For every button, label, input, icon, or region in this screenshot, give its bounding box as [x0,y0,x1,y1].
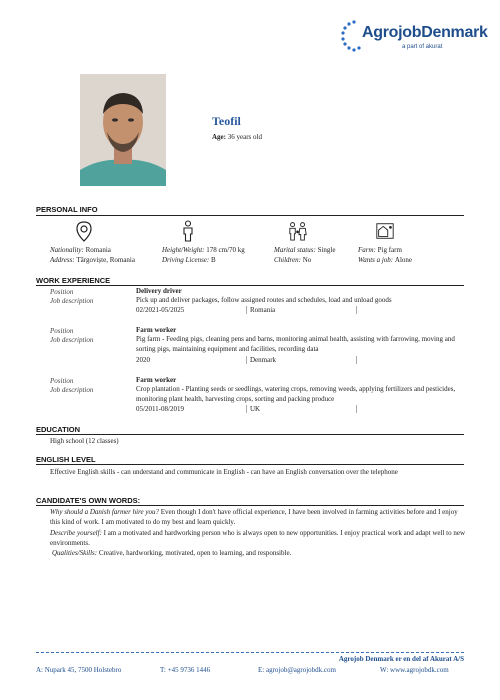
job-period-country: 02/2021-05/2025 Romania [136,306,357,314]
footer-company: Agrojob Denmark er en del af Akurat A/S [338,655,464,663]
own-words-title: CANDIDATE'S OWN WORDS: [36,496,141,505]
job-period-country: 05/2011-08/2019 UK [136,405,357,413]
divider [36,434,464,435]
position-label: Position [50,377,74,385]
job-description: Pig farm - Feeding pigs, cleaning pens and barns, monitoring animal health, assisting with farrowing, moving and sorting pigs, maintaining equipment and facilities, recording data [136,335,455,353]
footer-divider [36,652,464,653]
job-period-country: 2020 Denmark [136,356,357,364]
divider [36,215,464,216]
divider [36,505,464,506]
farm-wants: Farm: Pig farm Wants a job: Alone [358,246,412,264]
education-text: High school (12 classes) [50,437,119,445]
footer-address: A: Nupark 45, 7500 Holstebro [36,666,122,674]
nationality-address: Nationality: Romania Address: Târgoviște, Romania [50,246,135,264]
location-pin-icon [74,220,94,242]
divider [36,464,464,465]
company-logo [340,18,488,60]
english-level-title: ENGLISH LEVEL [36,455,96,464]
job-description-label: Job description [50,297,94,305]
own-words-qualities: Qualities/Skills: Creative, hardworking, motivated, open to learning, and responsible. [52,549,292,557]
job-description: Pick up and deliver packages, follow assigned routes and schedules, load and unload goods [136,296,392,304]
own-words-hire: Why should a Danish farmer hire you? Even though I don't have official experience, I have been involved in farming activities before and I enjoy this kind of work. I am motivated to do my best and learn quickly. [50,508,458,526]
education-title: EDUCATION [36,425,81,434]
personal-info-title: PERSONAL INFO [36,205,98,214]
height-license: Height/Weight: 178 cm/70 kg Driving License: B [162,246,245,264]
farm-icon [375,220,395,242]
divider [36,285,464,286]
marital-children: Marital status: Single Children: No [274,246,336,264]
person-height-icon [178,220,198,242]
job-description-label: Job description [50,386,94,394]
candidate-age: Age: 36 years old [212,133,262,141]
job-description-label: Job description [50,336,94,344]
candidate-photo [80,74,166,186]
job-position: Farm worker [136,326,177,334]
own-words-describe: Describe yourself: I am a motivated and hardworking person who is always open to new opportunities. I enjoy practical work and adapt well to new environments. [50,529,466,547]
footer-phone: T: +45 9736 1446 [160,666,211,674]
candidate-name: Teofil [212,114,241,128]
logo-tagline: a part of akurat [402,44,443,50]
job-position: Delivery driver [136,287,182,295]
family-icon [288,220,308,242]
logo-brand: AgrojobDenmark [362,24,488,41]
work-experience-title: WORK EXPERIENCE [36,276,111,285]
english-text: Effective English skills - can understand and communicate in English - can have an English conversation over the telephone [50,468,398,476]
job-description: Crop plantation - Planting seeds or seedlings, watering crops, removing weeds, applying fertilizers and pesticides, monitoring plant health, harvesting crops, sorting and packing produce [136,385,456,403]
job-position: Farm worker [136,376,177,384]
footer-email[interactable]: E: agrojob@agrojobdk.com [258,666,336,674]
footer-website[interactable]: W: www.agrojobdk.com [380,666,449,674]
position-label: Position [50,327,74,335]
position-label: Position [50,288,74,296]
